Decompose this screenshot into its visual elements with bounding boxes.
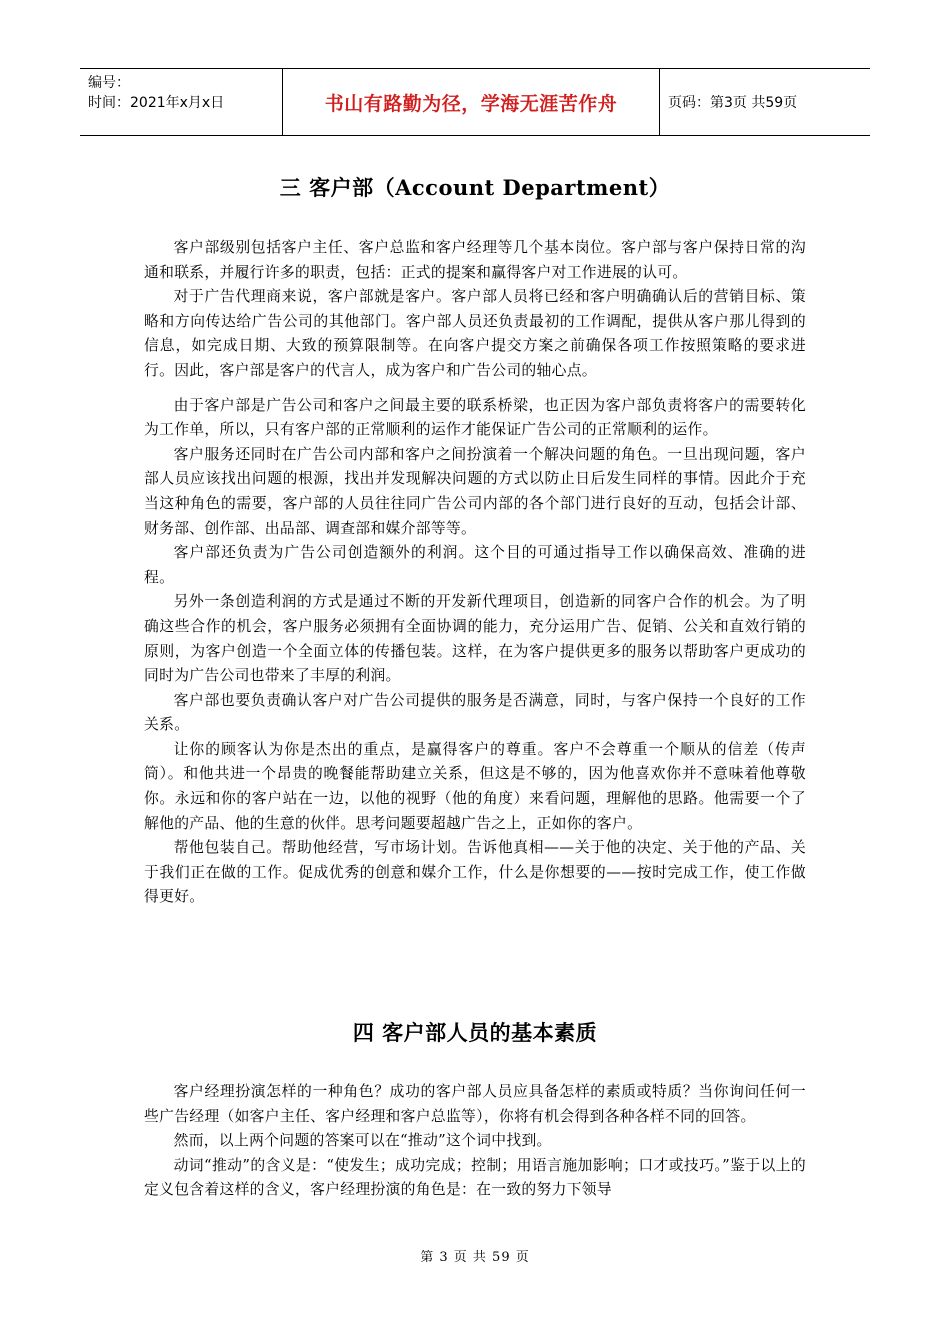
- paragraph: 帮他包装自己。帮助他经营，写市场计划。告诉他真相——关于他的决定、关于他的产品、关于我们正在做的工作。促成优秀的创意和媒介工作，什么是你想要的——按时完成工作，使工作做得更好。: [144, 839, 806, 906]
- paragraph: 对于广告代理商来说，客户部就是客户。客户部人员将已经和客户明确确认后的营销目标、策略和方向传达给广告公司的其他部门。客户部人员还负责最初的工作调配，提供从客户那儿得到的信息，如完成日期、大致的预算限制等。在向客户提交方案之前确保各项工作按照策略的要求进行。因此，客户部是客户的代言人，成为客户和广告公司的轴心点。: [144, 288, 806, 379]
- paragraph: 另外一条创造利润的方式是通过不断的开发新代理项目，创造新的同客户合作的机会。为了明确这些合作的机会，客户服务必须拥有全面协调的能力，充分运用广告、促销、公关和直效行销的原则，为客户创造一个全面立体的传播包装。这样，在为客户提供更多的服务以帮助客户更成功的同时为广告公司也带来了丰厚的利润。: [144, 593, 806, 685]
- paragraph: 然而，以上两个问题的答案可以在“推动”这个词中找到。: [173, 1132, 552, 1150]
- paragraph: 动词“推动”的含义是：“使发生；成功完成；控制；用语言施加影响；口才或技巧。”鉴于以上的定义包含着这样的含义，客户经理扮演的角色是：在一致的努力下领导: [144, 1156, 806, 1199]
- section-3-body: [144, 236, 806, 910]
- page-footer: 第 3 页 共 59 页: [420, 1250, 530, 1265]
- paragraph: 客户服务还同时在广告公司内部和客户之间扮演着一个解决问题的角色。一旦出现问题，客户部人员应该找出问题的根源，找出并发现解决问题的方式以防止日后发生同样的事情。因此介于充当这种角色的需要，客户部的人员往往同广告公司内部的各个部门进行良好的互动，包括会计部、财务部、创作部、出品部、调查部和媒介部等等。: [144, 445, 806, 537]
- document-date-label: 时间：2021年x月x日: [88, 95, 225, 111]
- paragraph: 客户部级别包括客户主任、客户总监和客户经理等几个基本岗位。客户部与客户保持日常的沟通和联系，并履行许多的职责，包括：正式的提案和赢得客户对工作进展的认可。: [144, 239, 806, 281]
- page-header: [80, 68, 870, 136]
- header-motto-cell: [282, 69, 660, 135]
- section-4-body: [144, 1080, 806, 1203]
- section-4-title: 四 客户部人员的基本素质: [352, 1020, 598, 1045]
- header-meta: [80, 69, 282, 135]
- document-code-label: 编号：: [88, 75, 130, 91]
- paragraph: 由于客户部是广告公司和客户之间最主要的联系桥梁，也正因为客户部负责将客户的需要转化为工作单，所以，只有客户部的正常顺利的运作才能保证广告公司的正常顺利的运作。: [144, 396, 806, 439]
- paragraph: 客户部也要负责确认客户对广告公司提供的服务是否满意，同时，与客户保持一个良好的工作关系。: [144, 691, 806, 734]
- header-page-info: 页码：第3页 共59页: [668, 95, 798, 111]
- header-motto: 书山有路勤为径，学海无涯苦作舟: [324, 92, 618, 115]
- paragraph: 客户部还负责为广告公司创造额外的利润。这个目的可通过指导工作以确保高效、准确的进程。: [144, 544, 806, 586]
- section-3-title: 三 客户部（Account Department）: [279, 175, 671, 200]
- paragraph: 让你的顾客认为你是杰出的重点，是赢得客户的尊重。客户不会尊重一个顺从的信差（传声筒）。和他共进一个昂贵的晚餐能帮助建立关系，但这是不够的，因为他喜欢你并不意味着他尊敬你。永远和你的客户站在一边，以他的视野（他的角度）来看问题，理解他的思路。他需要一个了解他的产品、他的生意的伙伴。思考问题要超越广告之上，正如你的客户。: [144, 740, 806, 832]
- paragraph: 客户经理扮演怎样的一种角色？成功的客户部人员应具备怎样的素质或特质？当你询问任何一些广告经理（如客户主任、客户经理和客户总监等），你将有机会得到各种各样不同的回答。: [144, 1083, 806, 1125]
